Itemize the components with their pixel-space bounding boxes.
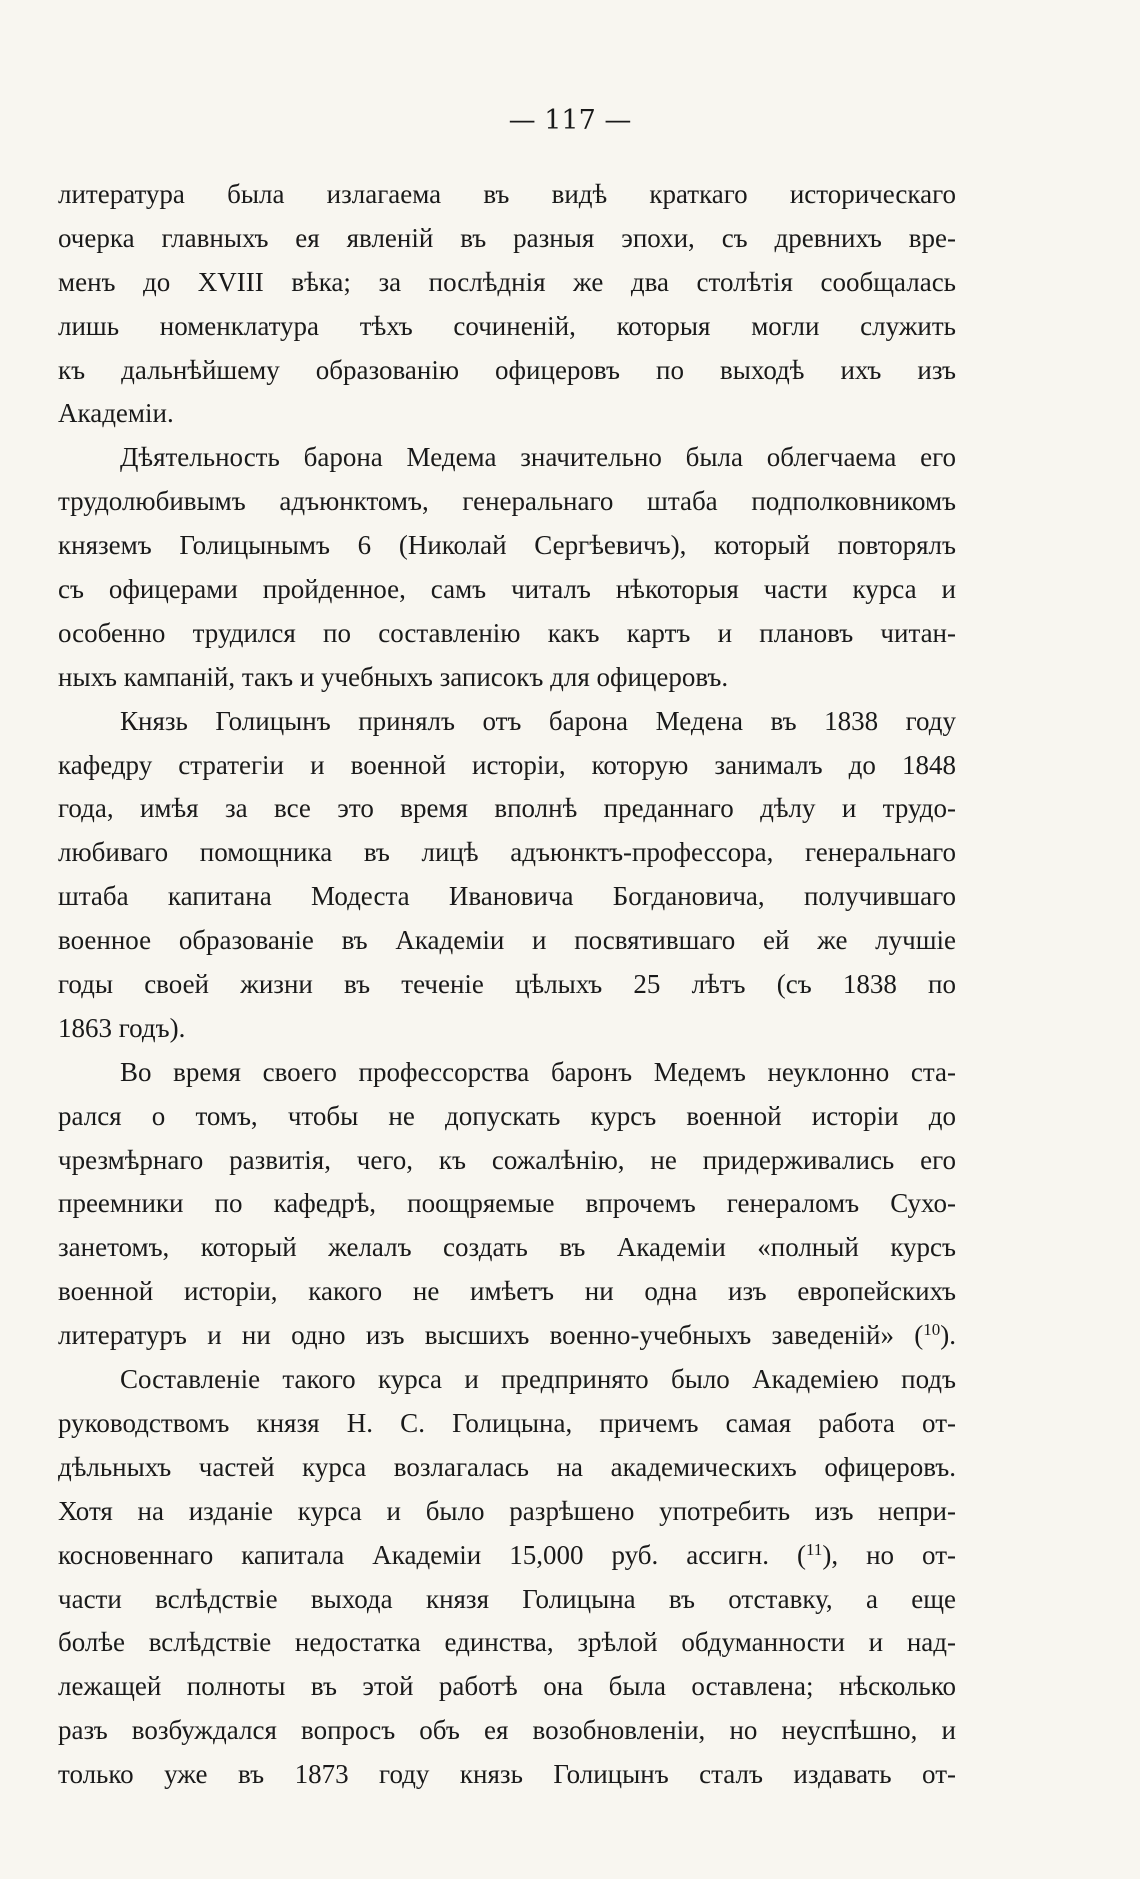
text-line: занетомъ, который желалъ создать въ Академіи «полный курсъ [58, 1232, 956, 1263]
text-line: болѣе вслѣдствіе недостатка единства, зрѣлой обдуманности и над- [58, 1627, 956, 1658]
text-fragment: литературъ и ни одно изъ высшихъ военно-учебныхъ заведеній» ( [58, 1320, 924, 1351]
text-line: Академіи. [58, 398, 174, 429]
paragraph-1 [58, 173, 956, 436]
text-line: къ дальнѣйшему образованію офицеровъ по выходѣ ихъ изъ [58, 354, 956, 385]
text-line: года, имѣя за все это время вполнѣ преданнаго дѣлу и трудо- [58, 793, 956, 824]
page-number: — 117 — [508, 105, 632, 136]
text-line: трудолюбивымъ адъюнктомъ, генеральнаго штаба подполковникомъ [58, 486, 956, 517]
text-line: Хотя на изданіе курса и было разрѣшено употребить изъ непри- [58, 1495, 956, 1526]
paragraph-5 [58, 1358, 956, 1797]
text-line: особенно трудился по составленію какъ картъ и плановъ читан- [58, 617, 956, 648]
text-fragment: ). [940, 1320, 956, 1351]
text-line: преемники по кафедрѣ, поощряемые впрочемъ генераломъ Сухо- [58, 1188, 956, 1219]
text-line: Князь Голицынъ принялъ отъ барона Медена въ 1838 году [120, 705, 956, 736]
text-line: дѣльныхъ частей курса возлагалась на академическихъ офицеровъ. [58, 1451, 956, 1482]
text-line: любиваго помощника въ лицѣ адъюнктъ-профессора, генеральнаго [58, 837, 956, 868]
text-line: менъ до XVIII вѣка; за послѣднія же два столѣтія сообщалась [58, 266, 956, 297]
text-line: части вслѣдствіе выхода князя Голицына въ отставку, а еще [58, 1583, 956, 1614]
text-line: литература была излагаема въ видѣ краткаго историческаго [58, 179, 956, 209]
text-line: ныхъ кампаній, такъ и учебныхъ записокъ для офицеровъ. [58, 661, 729, 692]
text-line: штаба капитана Модеста Ивановича Богдановича, получившаго [58, 881, 956, 912]
paragraph-2 [58, 436, 956, 699]
text-line: только уже въ 1873 году князь Голицынъ сталъ издавать от- [58, 1759, 956, 1790]
text-line: руководствомъ князя Н. С. Голицына, причемъ самая работа от- [58, 1407, 956, 1438]
text-line: рался о томъ, чтобы не допускать курсъ военной исторіи до [58, 1100, 956, 1131]
text-line: лежащей полноты въ этой работѣ она была оставлена; нѣсколько [58, 1671, 956, 1702]
paragraph-3 [58, 700, 956, 1051]
text-line: военное образованіе въ Академіи и посвятившаго ей же лучшіе [58, 925, 956, 956]
text-line: чрезмѣрнаго развитія, чего, къ сожалѣнію, не придерживались его [58, 1144, 956, 1175]
text-line-with-footnote [58, 1314, 956, 1358]
text-line: военной исторіи, какого не имѣетъ ни одна изъ европейскихъ [58, 1276, 956, 1307]
text-line: кафедру стратегіи и военной исторіи, которую занималъ до 1848 [58, 749, 956, 780]
body-text [58, 173, 956, 1797]
footnote-ref[interactable]: 10 [923, 1320, 941, 1340]
text-line: Составленіе такого курса и предпринято было Академіею подъ [120, 1364, 956, 1395]
footnote-ref[interactable]: 11 [805, 1539, 823, 1559]
text-line-with-footnote [58, 1534, 956, 1578]
paragraph-4 [58, 1051, 956, 1358]
text-line: лишь номенклатура тѣхъ сочиненій, которыя могли служить [58, 310, 956, 341]
text-fragment: косновеннаго капитала Академіи 15,000 руб. ассигн. ( [58, 1539, 806, 1570]
text-line: Дѣятельность барона Медема значительно была облегчаема его [120, 442, 956, 473]
text-fragment: ), но от- [822, 1539, 956, 1570]
text-line: съ офицерами пройденное, самъ читалъ нѣкоторыя части курса и [58, 574, 956, 605]
text-line: 1863 годъ). [58, 1012, 186, 1043]
text-line: годы своей жизни въ теченіе цѣлыхъ 25 лѣтъ (съ 1838 по [58, 969, 956, 1000]
text-line: княземъ Голицынымъ 6 (Николай Сергѣевичъ), который повторялъ [58, 530, 956, 561]
text-line: разъ возбуждался вопросъ объ ея возобновленіи, но неуспѣшно, и [58, 1715, 956, 1746]
text-line: Во время своего профессорства баронъ Медемъ неуклонно ста- [120, 1056, 956, 1087]
text-line: очерка главныхъ ея явленій въ разныя эпохи, съ древнихъ вре- [58, 222, 956, 253]
